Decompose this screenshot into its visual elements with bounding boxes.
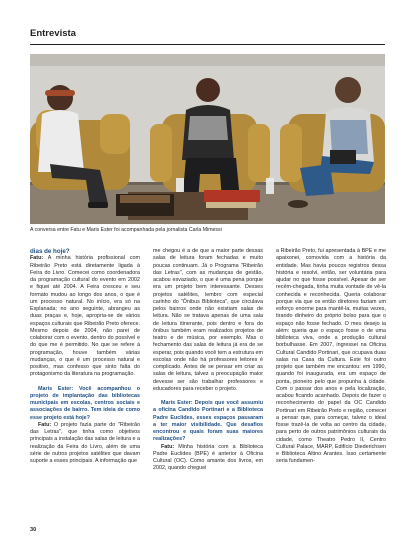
speaker-label: Fatu: — [161, 443, 175, 450]
question-heading: dias de hoje? — [30, 248, 70, 255]
article-column-2 — [153, 248, 263, 518]
answer-paragraph — [30, 422, 140, 466]
question-paragraph: Maris Ester: Você acompanhou o projeto de implantação das bibliotecas municipais em escolas, centros sociais e associações de bairro. Tem ideia de como esse projeto está hoje? — [30, 385, 140, 421]
answer-paragraph — [30, 255, 140, 378]
speaker-label: Fatu: — [30, 255, 44, 262]
header-rule — [30, 44, 385, 45]
photo-caption: A conversa entre Fatu e Maris Ester foi acompanhada pela jornalista Carla Mimessi — [30, 227, 222, 233]
question-paragraph: Maris Ester: Depois que você assumiu a oficina Candido Portinari e a Biblioteca Padre Euclides, esses espaços passaram a ter maior visibilidade. Que desafios encontrou e quais foram suas maiores realizações? — [153, 400, 263, 443]
section-title: Entrevista — [30, 28, 76, 39]
answer-text: A minha história profissional com Ribeirão Preto está diretamente ligada à Feira do Livro. Comecei como coordenadora da programação cultural do evento em 2002 e fiquei até 2004. A Feira cresceu e seu formato mudou ao longo dos anos, o que é um processo natural. No início, era só na Esplanada; no ano seguinte, abrangeu as duas praças e, hoje, apropria-se de vários espaços culturais que Ribeirão Preto oferece. Mesmo depois de 2004, não parei de colaborar com o evento, dentro do possível e do que me é permitido. No que se refere à programação, houve também várias mudanças, o que é um processo natural e positivo, mas confesso que sinto falta do protagonismo da literatura na programação. — [30, 255, 140, 378]
article-column-1 — [30, 248, 140, 528]
answer-paragraph: me chegou é a de que a maior parte dessas salas de leitura foram fechadas e muito poucas continuam. Já o Programa "Ribeirão das Letras", com as mudanças de gestão, acabou esvaziado, o que é uma pena porque era um projeto bem interessante. Desses projetos satélites, lembro com especial carinho do "Ônibus Biblioteca", que circulava pelos bairros onde não existiam salas de leitura. Não se tratava apenas de uma sala de leitura itinerante, pois dentro e fora do ônibus também eram realizados projetos de teatro e de música, por exemplo. Mas o fechamento das salas de leitura já era de se esperar, pois quando você tem a estrutura em escolas onde não há professores leitores é complicado. Antes de se pensar em criar as salas de leitura, talvez a preocupação maior devesse ser são trabalhar professores e educadores para receber o projeto. — [153, 248, 263, 392]
answer-paragraph: a Ribeirão Preto, fui apresentada à BPE e me apaixonei, comovida com a história da entidade. Mas havia poucos registros dessa história e resolvi, então, ser voluntária para ajudar no que fosse possível. Apesar de ser recém-chegada, tinha muita vontade de vê-la conhecida e reconhecida. Queria colaborar porque via que os então diretores faziam um esforço enorme para mantê-la, muitas vezes, tirando dinheiro do próprio bolso para que o espaço não fosse fechado. O meu desejo ia além: queria que o espaço fosse o de uma biblioteca viva, onde a produção cultural borbulhasse. Em 2007, ingressei na Oficina Cultural Candido Portinari, que ocupava duas salas na Casa da Cultura. Este foi outro projeto que também me encantou: em 1990, quando foi inaugurada, era um espaço de ponta, pioneiro pelo que propunha à cidade. Com o passar dos anos e pela localização, acabou ficando acanhado. Depois de fazer o reconhecimento do papel da OC Candido Portinari em Ribeirão Preto e região, comecei a pensar que, para começar, talvez o ideal fosse trazê-la de volta ao centro da cidade, para perto de outros patrimônios culturais da cidade, como Theatro Pedro II, Centro Cultural Palace, MARP, Edifício Diederichsen e Biblioteca Altino Arantes. Isso certamente seria fundamen- — [276, 248, 386, 465]
interview-photo — [30, 54, 385, 224]
answer-paragraph — [153, 444, 263, 473]
interview-photo-illustration — [30, 54, 385, 224]
answer-text: Minha história com a Biblioteca Padre Euclides (BPE) é anterior à Oficina Cultural (OC). Como amante dos livros, em 2002, quando cheguei — [153, 443, 263, 472]
answer-text: O projeto fazia parte do "Ribeirão das Letras", que tinha como objetivos principais a instalação das salas de leitura e a realização da Feira do Livro, além de uma série de outros projetos satélites que davam suporte a esses principais. A informação que — [30, 421, 140, 464]
page-number: 30 — [30, 527, 37, 533]
article-column-3 — [276, 248, 386, 518]
speaker-label: Fatu: — [38, 421, 52, 428]
